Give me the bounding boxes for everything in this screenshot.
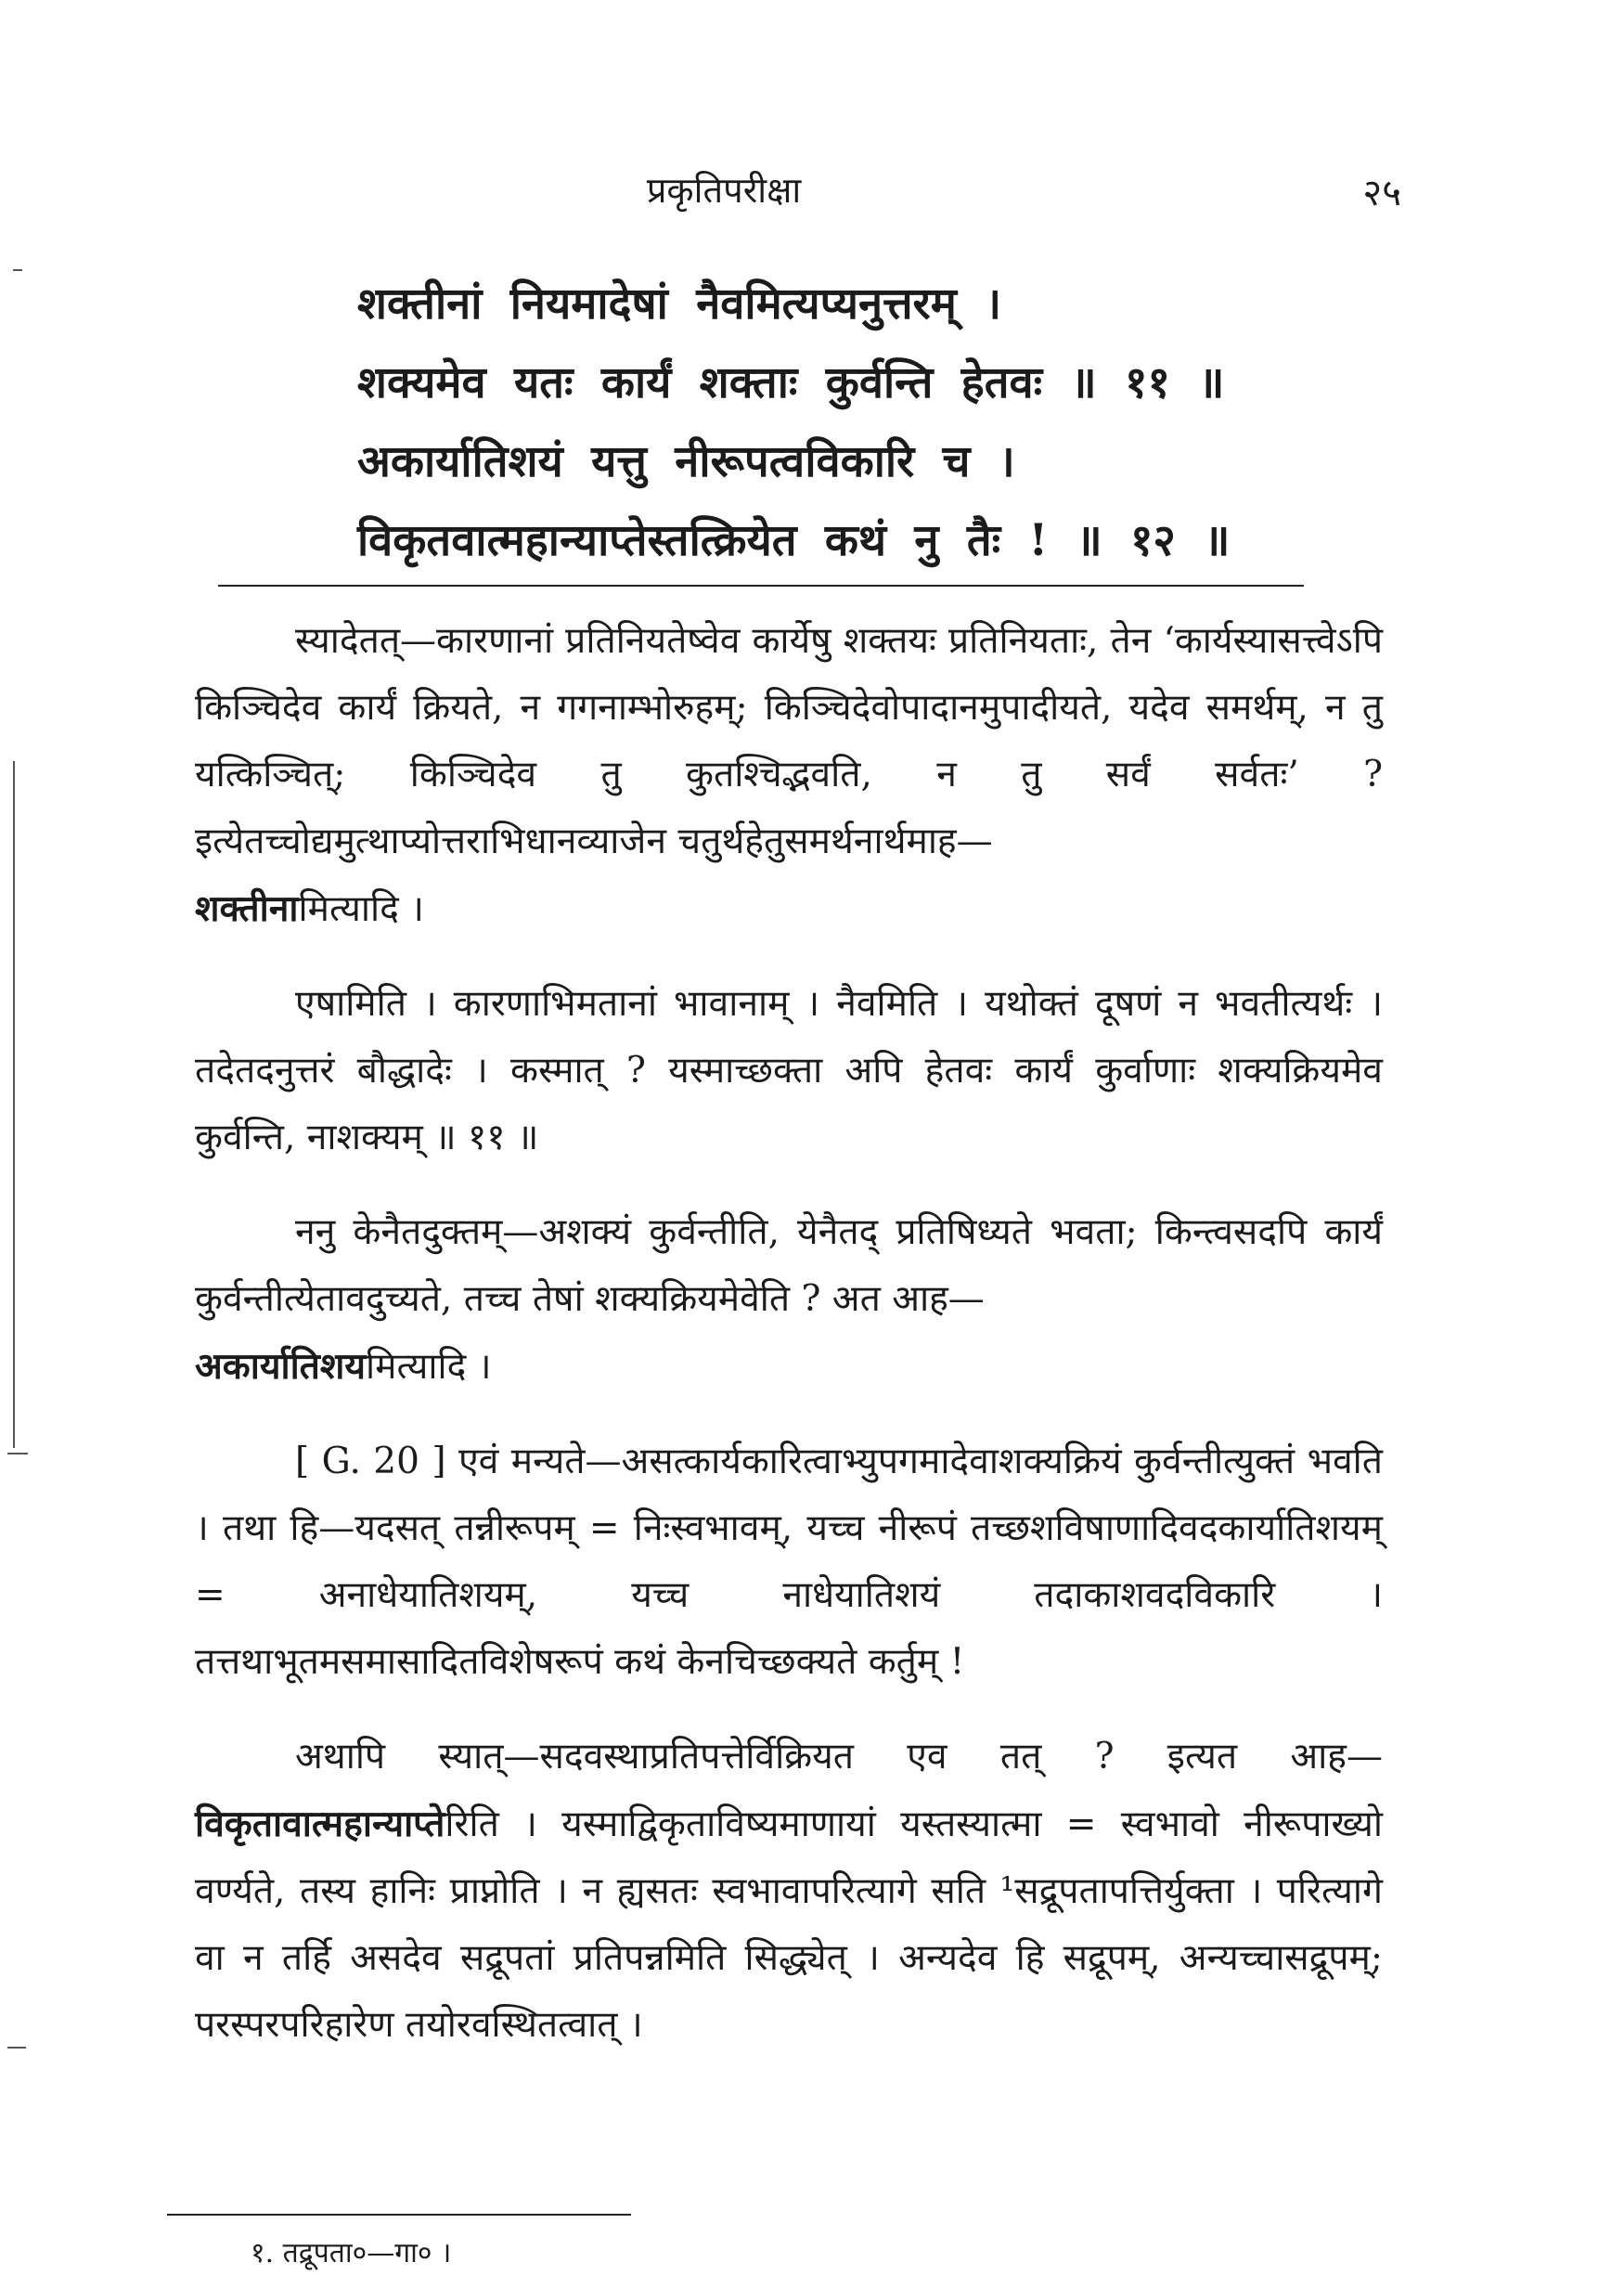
page-number: २५ — [1362, 172, 1401, 214]
lemma: शक्तीना — [195, 887, 299, 930]
lemma: अकार्यातिशय — [195, 1345, 367, 1388]
binding-mark — [7, 1453, 28, 1454]
paragraph-tail: रिति । यस्माद्विकृताविष्यमाणायां यस्तस्यात्मा = स्वभावो नीरूपाख्यो वर्ण्यते, तस्य हानिः प्राप्नोति । न ह्यसतः स्वभावापरित्यागे सति ¹सद्रूपतापत्तिर्युक्ता । परित्यागे वा न तर्हि असदेव सद्रूपतां प्रतिपन्नमिति सिद्ध्येत् । अन्यदेव हि सद्रूपम्, अन्यच्चासद्रूपम्; परस्परपरिहारेण तयोरवस्थितत्वात् । — [195, 1803, 1383, 2046]
verse-block — [357, 265, 1397, 580]
verse-divider — [218, 585, 1304, 587]
binding-mark — [13, 269, 22, 271]
footnote-divider — [167, 2214, 631, 2216]
running-header-title: प्रकृतिपरीक्षा — [646, 170, 802, 211]
commentary-paragraph — [195, 1199, 1383, 1401]
binding-mark — [7, 2047, 26, 2049]
paragraph-text: एवं मन्यते—असत्कार्यकारित्वाभ्युपगमादेवाशक्यक्रियं कुर्वन्तीत्युक्तं भवति । तथा हि—यदसत् तन्नीरूपम् = निःस्वभावम्, यच्च नीरूपं तच्छशविषाणादिवदकार्यातिशयम् = अनाधेयातिशयम्, यच्च नाधेयातिशयं तदाकाशवदविकारि । तत्तथाभूतमसमासादितविशेषरूपं कथं केनचिच्छक्यते कर्तुम् ! — [195, 1441, 1383, 1683]
lemma: विकृतावात्महान्याप्ते — [195, 1803, 445, 1845]
paragraph-text: स्यादेतत्—कारणानां प्रतिनियतेष्वेव कार्येषु शक्तयः प्रतिनियताः, तेन ‘कार्यस्यासत्त्वेऽपि किञ्चिदेव कार्यं क्रियते, न गगनाम्भोरुहम्; किञ्चिदेवोपादानमुपादीयते, यदेव समर्थम्, न तु यत्किञ्चित्; किञ्चिदेव तु कुतश्चिद्भवति, न तु सर्वं सर्वतः’ ? इत्येतच्चोद्यमुत्थाप्योत्तराभिधानव्याजेन चतुर्थहेतुसमर्थनार्थमाह— — [195, 620, 1383, 862]
commentary-block — [195, 608, 1383, 2087]
paragraph-text: ननु केनैतदुक्तम्—अशक्यं कुर्वन्तीति, येनैतद् प्रतिषिध्यते भवता; किन्त्वसदपि कार्यं कुर्वन्तीत्येतावदुच्यते, तच्च तेषां शक्यक्रियमेवेति ? अत आह— — [195, 1211, 1383, 1320]
verse-line: अकार्यातिशयं यत्तु नीरूपत्वविकारि च । — [357, 436, 1015, 487]
paragraph-tail: मित्यादि । — [366, 1346, 492, 1388]
verse-line: शक्यमेव यतः कार्यं शक्ताः कुर्वन्ति हेतवः ॥ ११ ॥ — [357, 357, 1225, 408]
paragraph-text: एषामिति । कारणाभिमतानां भावानाम् । नैवमिति । यथोक्तं दूषणं न भवतीत्यर्थः । तदेतदनुत्तरं बौद्धादेः । कस्मात् ? यस्माच्छक्ता अपि हेतवः कार्यं कुर्वाणाः शक्यक्रियमेव कुर्वन्ति, नाशक्यम् ॥ ११ ॥ — [195, 983, 1383, 1158]
commentary-paragraph — [195, 608, 1383, 943]
commentary-paragraph — [195, 1428, 1383, 1696]
binding-mark — [13, 761, 15, 1448]
commentary-paragraph — [195, 971, 1383, 1171]
paragraph-tail: मित्यादि । — [298, 888, 424, 930]
paragraph-text: अथापि स्यात्—सदवस्थाप्रतिपत्तेर्विक्रियत एव तत् ? इत्यत आह— — [295, 1736, 1383, 1777]
gretil-reference: [ G. 20 ] — [295, 1441, 446, 1482]
commentary-paragraph — [195, 1724, 1383, 2059]
footnote: १. तद्रूपता०—गा० । — [251, 2237, 452, 2269]
verse-line: शक्तीनां नियमादेषां नैवमित्यप्यनुत्तरम् । — [357, 278, 1002, 330]
verse-line: विकृतवात्महान्याप्तेस्तत्क्रियेत कथं नु तैः ! ॥ १२ ॥ — [357, 515, 1231, 566]
